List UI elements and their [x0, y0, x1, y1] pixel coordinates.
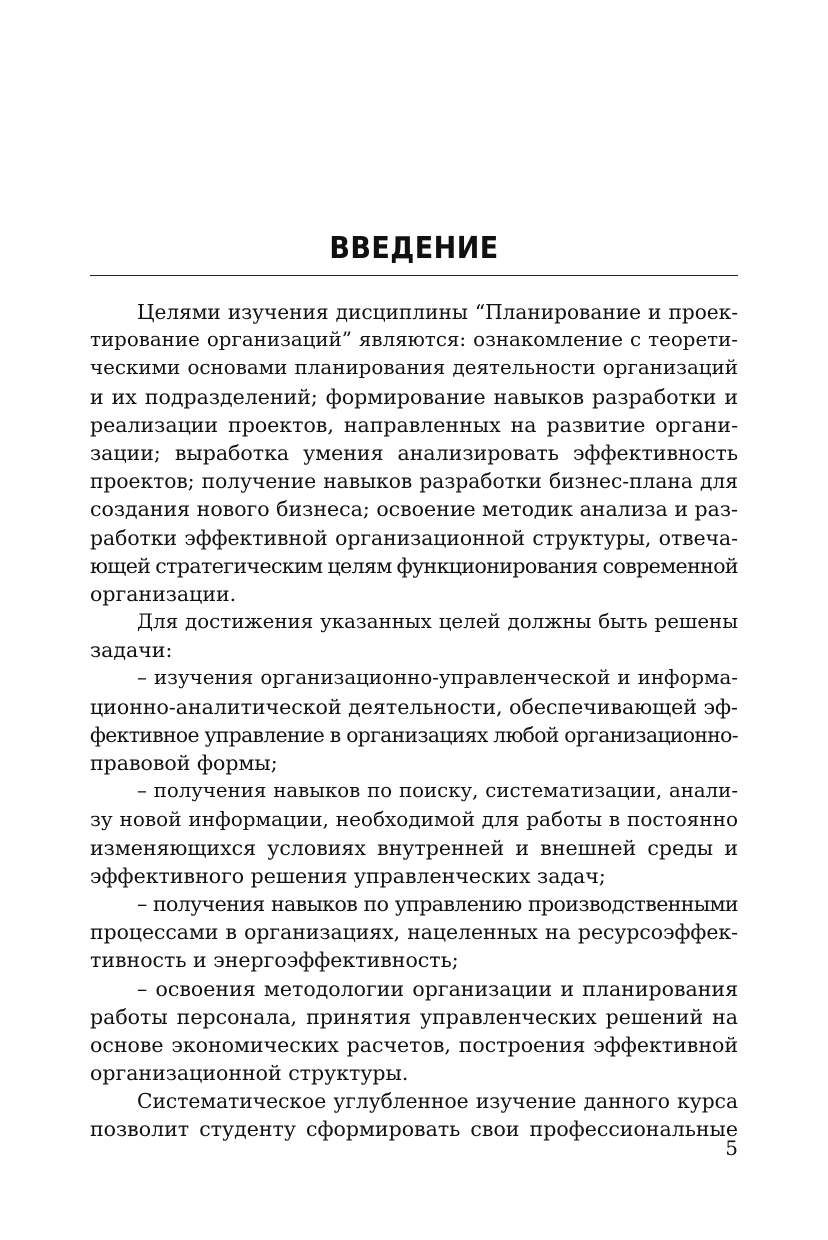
list-item-line: тивность и энергоэффективность;	[90, 948, 459, 973]
list-item-line: – получения навыков по управлению производственными	[137, 891, 738, 916]
list-item-line: – изучения организационно-управленческой и информа-	[137, 666, 738, 690]
list-item-line: зу новой информации, необходимой для работы в постоянно	[90, 807, 738, 832]
text-line: реализации проектов, направленных на развитие органи-	[90, 412, 738, 437]
list-item-line: работы персонала, принятия управленческих решений на	[90, 1004, 738, 1029]
text-line: ющей стратегическим целям функционирования современной	[90, 553, 738, 578]
list-item-line: – получения навыков по поиску, систематизации, анали-	[137, 779, 738, 803]
list-item-line: организационной структуры.	[90, 1061, 409, 1086]
text-line: Целями изучения дисциплины “Планирование и проек-	[137, 300, 738, 324]
list-item-line: фективное управление в организациях любой организационно-	[90, 722, 738, 747]
text-line: и их подразделений; формирование навыков разработки и	[90, 384, 738, 409]
list-item-line: основе экономических расчетов, построения эффективной	[90, 1032, 738, 1057]
title-rule	[90, 275, 738, 276]
text-line: организации.	[90, 581, 237, 606]
text-line: позволит студенту сформировать свои профессиональные	[90, 1117, 738, 1142]
list-item-line: – освоения методологии организации и планирования	[137, 976, 738, 1001]
text-line: задачи:	[90, 638, 173, 663]
list-item-line: процессами в организациях, нацеленных на ресурсоэффек-	[90, 920, 738, 945]
list-item-line: изменяющихся условиях внутренней и внешней среды и	[90, 835, 738, 860]
list-item-line: ционно-аналитической деятельности, обеспечивающей эф-	[90, 694, 738, 719]
text-line: зации; выработка умения анализировать эффективность	[90, 440, 738, 465]
text-line: проектов; получение навыков разработки бизнес-плана для	[90, 469, 738, 494]
page-number: 5	[725, 1136, 738, 1160]
text-line: тирование организаций” являются: ознакомление с теорети-	[90, 328, 738, 352]
list-item-line: правовой формы;	[90, 751, 278, 775]
list-item-line: эффективного решения управленческих задач;	[90, 863, 606, 888]
body-text	[90, 298, 738, 1144]
text-line: ческими основами планирования деятельности организаций	[90, 356, 738, 380]
text-line: Систематическое углубленное изучение данного курса	[137, 1089, 738, 1114]
page-title: ВВЕДЕНИЕ	[329, 231, 499, 266]
text-line: работки эффективной организационной структуры, отвеча-	[90, 525, 738, 550]
text-line: Для достижения указанных целей должны быть решены	[137, 610, 738, 634]
text-line: создания нового бизнеса; освоение методик анализа и раз-	[90, 497, 738, 522]
